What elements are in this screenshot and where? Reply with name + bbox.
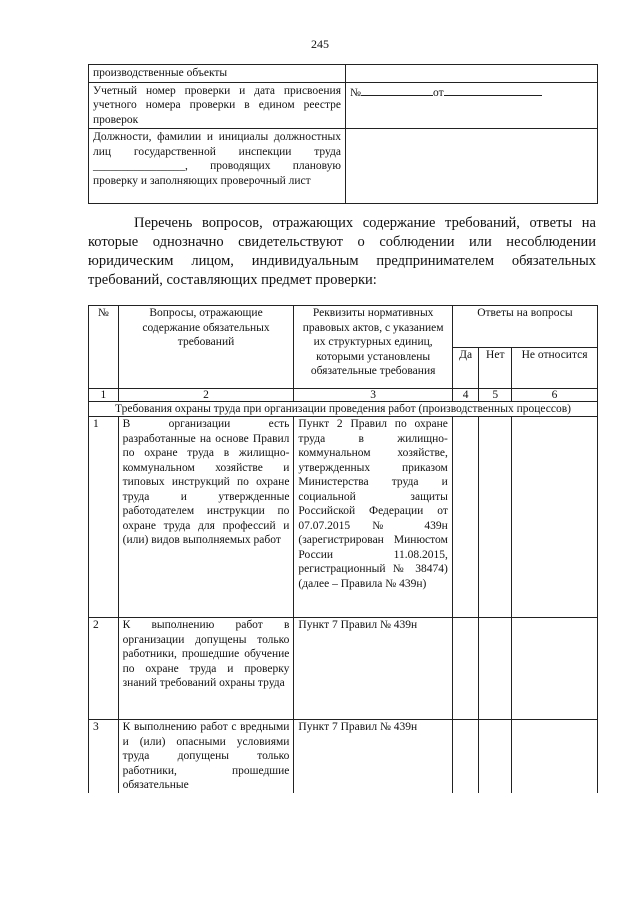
header-na: Не относится <box>512 347 598 389</box>
blank-line <box>444 84 542 96</box>
row-number: 1 <box>89 417 119 618</box>
row-question: В организации есть разработанные на основе Правил по охране труда в жилищно-коммунальном хозяйстве и типовых инструкций по охране труда и утвержденные работодателем инструкции по охране труда для профессий и (или) видов выполняемых работ <box>118 417 294 618</box>
row-question: К выполнению работ с вредными и (или) опасными условиями труда допущены только работники, прошедшие обязательные <box>118 720 294 793</box>
header-requisites: Реквизиты нормативных правовых актов, с указанием их структурных единиц, которыми установлены обязательные требования <box>294 306 452 389</box>
table-row <box>89 720 598 793</box>
row-requisite: Пункт 7 Правил № 439н <box>294 720 452 793</box>
header-yes: Да <box>452 347 479 389</box>
answer-no-cell[interactable] <box>479 618 512 720</box>
answer-no-cell[interactable] <box>479 720 512 793</box>
info-value <box>346 65 598 83</box>
answer-yes-cell[interactable] <box>452 417 479 618</box>
info-label: Учетный номер проверки и дата присвоения учетного номера проверки в едином реестре проверок <box>89 82 346 129</box>
info-row <box>89 65 598 83</box>
answer-yes-cell[interactable] <box>452 618 479 720</box>
column-number: 4 <box>452 389 479 402</box>
header-num: № <box>89 306 119 389</box>
info-label: Должности, фамилии и инициалы должностных лиц государственной инспекции труда ________________, проводящих плановую проверку и заполняющих проверочный лист <box>89 129 346 204</box>
info-label: производственные объекты <box>89 65 346 83</box>
column-number-row <box>89 389 598 402</box>
answer-yes-cell[interactable] <box>452 720 479 793</box>
row-requisite: Пункт 2 Правил по охране труда в жилищно-коммунальном хозяйстве, утвержденных приказом Министерства труда и социальной защиты Российской Федерации от 07.07.2015 № 439н (зарегистрирован Минюстом России 11.08.2015, регистрационный № 38474) (далее – Правила № 439н) <box>294 417 452 618</box>
checklist-table <box>88 305 598 793</box>
table-row <box>89 618 598 720</box>
table-header-row <box>89 306 598 348</box>
column-number: 1 <box>89 389 119 402</box>
answer-no-cell[interactable] <box>479 417 512 618</box>
column-number: 3 <box>294 389 452 402</box>
section-row <box>89 402 598 417</box>
answer-na-cell[interactable] <box>512 618 598 720</box>
column-number: 2 <box>118 389 294 402</box>
header-answers: Ответы на вопросы <box>452 306 597 348</box>
info-row <box>89 82 598 129</box>
answer-na-cell[interactable] <box>512 720 598 793</box>
row-requisite: Пункт 7 Правил № 439н <box>294 618 452 720</box>
blank-line <box>361 84 433 96</box>
section-title: Требования охраны труда при организации проведения работ (производственных процессов) <box>89 402 598 417</box>
number-sign: № <box>350 86 361 99</box>
header-questions: Вопросы, отражающие содержание обязательных требований <box>118 306 294 389</box>
inspection-info-table <box>88 64 598 204</box>
intro-paragraph: Перечень вопросов, отражающих содержание требований, ответы на которые однозначно свидетельствуют о соблюдении или несоблюдении юридическим лицом, индивидуальным предпринимателем обязательных требований, составляющих предмет проверки: <box>88 215 596 288</box>
row-question: К выполнению работ в организации допущены только работники, прошедшие обучение по охране труда и проверку знаний требований охраны труда <box>118 618 294 720</box>
column-number: 5 <box>479 389 512 402</box>
info-value <box>346 129 598 204</box>
page-number: 245 <box>311 37 329 51</box>
date-prefix: от <box>432 86 444 99</box>
row-number: 3 <box>89 720 119 793</box>
table-row <box>89 417 598 618</box>
column-number: 6 <box>512 389 598 402</box>
registration-number-field <box>346 82 598 129</box>
info-row <box>89 129 598 204</box>
answer-na-cell[interactable] <box>512 417 598 618</box>
row-number: 2 <box>89 618 119 720</box>
header-no: Нет <box>479 347 512 389</box>
